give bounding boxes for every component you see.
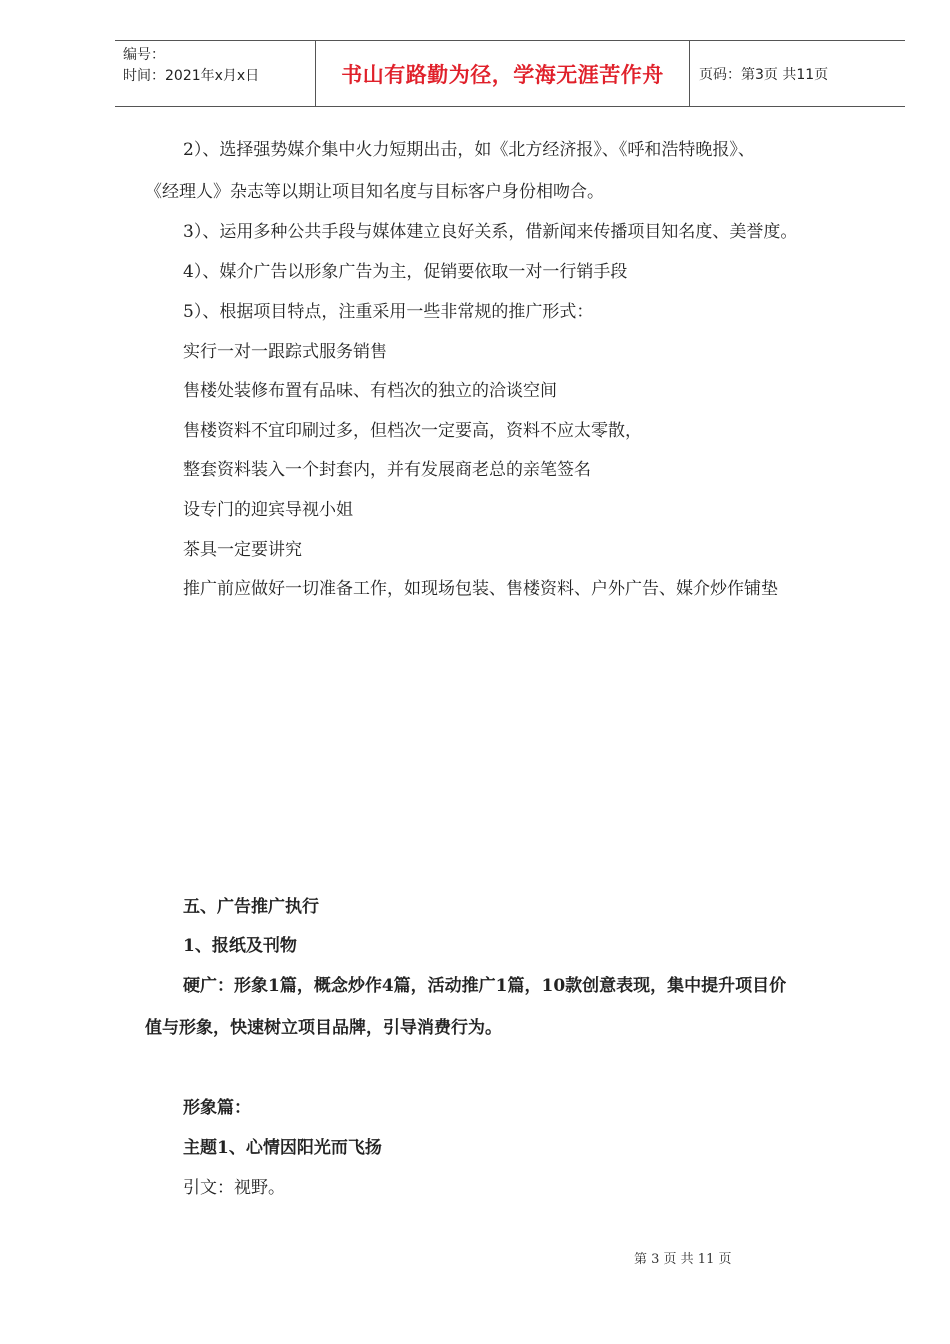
intro-text: 引文：视野。	[183, 1178, 285, 1198]
list-item: 推广前应做好一切准备工作，如现场包装、售楼资料、户外广告、媒介炒作铺垫	[183, 579, 778, 599]
image-chapter-heading: 形象篇：	[183, 1098, 251, 1118]
page-footer: 第 3 页 共 11 页	[634, 1252, 732, 1267]
hard-ad-paragraph-line-1: 硬广：形象1篇，概念炒作4篇，活动推广1篇，10款创意表现，集中提升项目价	[183, 976, 787, 996]
list-item: 整套资料装入一个封套内，并有发展商老总的亲笔签名	[183, 460, 591, 480]
list-item: 售楼资料不宜印刷过多，但档次一定要高，资料不应太零散，	[183, 421, 642, 441]
list-item: 设专门的迎宾导视小姐	[183, 500, 353, 520]
document-header	[115, 40, 905, 107]
theme-1-heading: 主题1、心情因阳光而飞扬	[183, 1138, 382, 1158]
document-number-label: 编号：	[123, 47, 165, 63]
list-item: 实行一对一跟踪式服务销售	[183, 342, 387, 362]
list-item: 茶具一定要讲究	[183, 540, 302, 560]
header-meta-cell	[115, 41, 316, 106]
paragraph-item-3: 3）、运用多种公共手段与媒体建立良好关系，借新闻来传播项目知名度、美誉度。	[183, 222, 798, 242]
header-motto: 书山有路勤为径，学海无涯苦作舟	[316, 41, 690, 106]
list-item: 售楼处装修布置有品味、有档次的独立的洽谈空间	[183, 381, 557, 401]
paragraph-item-2-line-1: 2）、选择强势媒介集中火力短期出击，如《北方经济报》、《呼和浩特晚报》、	[183, 140, 755, 160]
paragraph-item-2-line-2: 《经理人》杂志等以期让项目知名度与目标客户身份相吻合。	[145, 182, 604, 202]
paragraph-item-4: 4）、媒介广告以形象广告为主，促销要依取一对一行销手段	[183, 262, 628, 282]
paragraph-item-5: 5）、根据项目特点，注重采用一些非常规的推广形式：	[183, 302, 594, 322]
document-date-label: 时间：2021年x月x日	[123, 68, 260, 84]
header-page-info: 页码：第3页 共11页	[699, 66, 829, 83]
hard-ad-paragraph-line-2: 值与形象，快速树立项目品牌，引导消费行为。	[145, 1018, 502, 1038]
subsection-1-heading: 1、报纸及刊物	[183, 936, 297, 956]
section-5-heading: 五、广告推广执行	[183, 897, 319, 917]
